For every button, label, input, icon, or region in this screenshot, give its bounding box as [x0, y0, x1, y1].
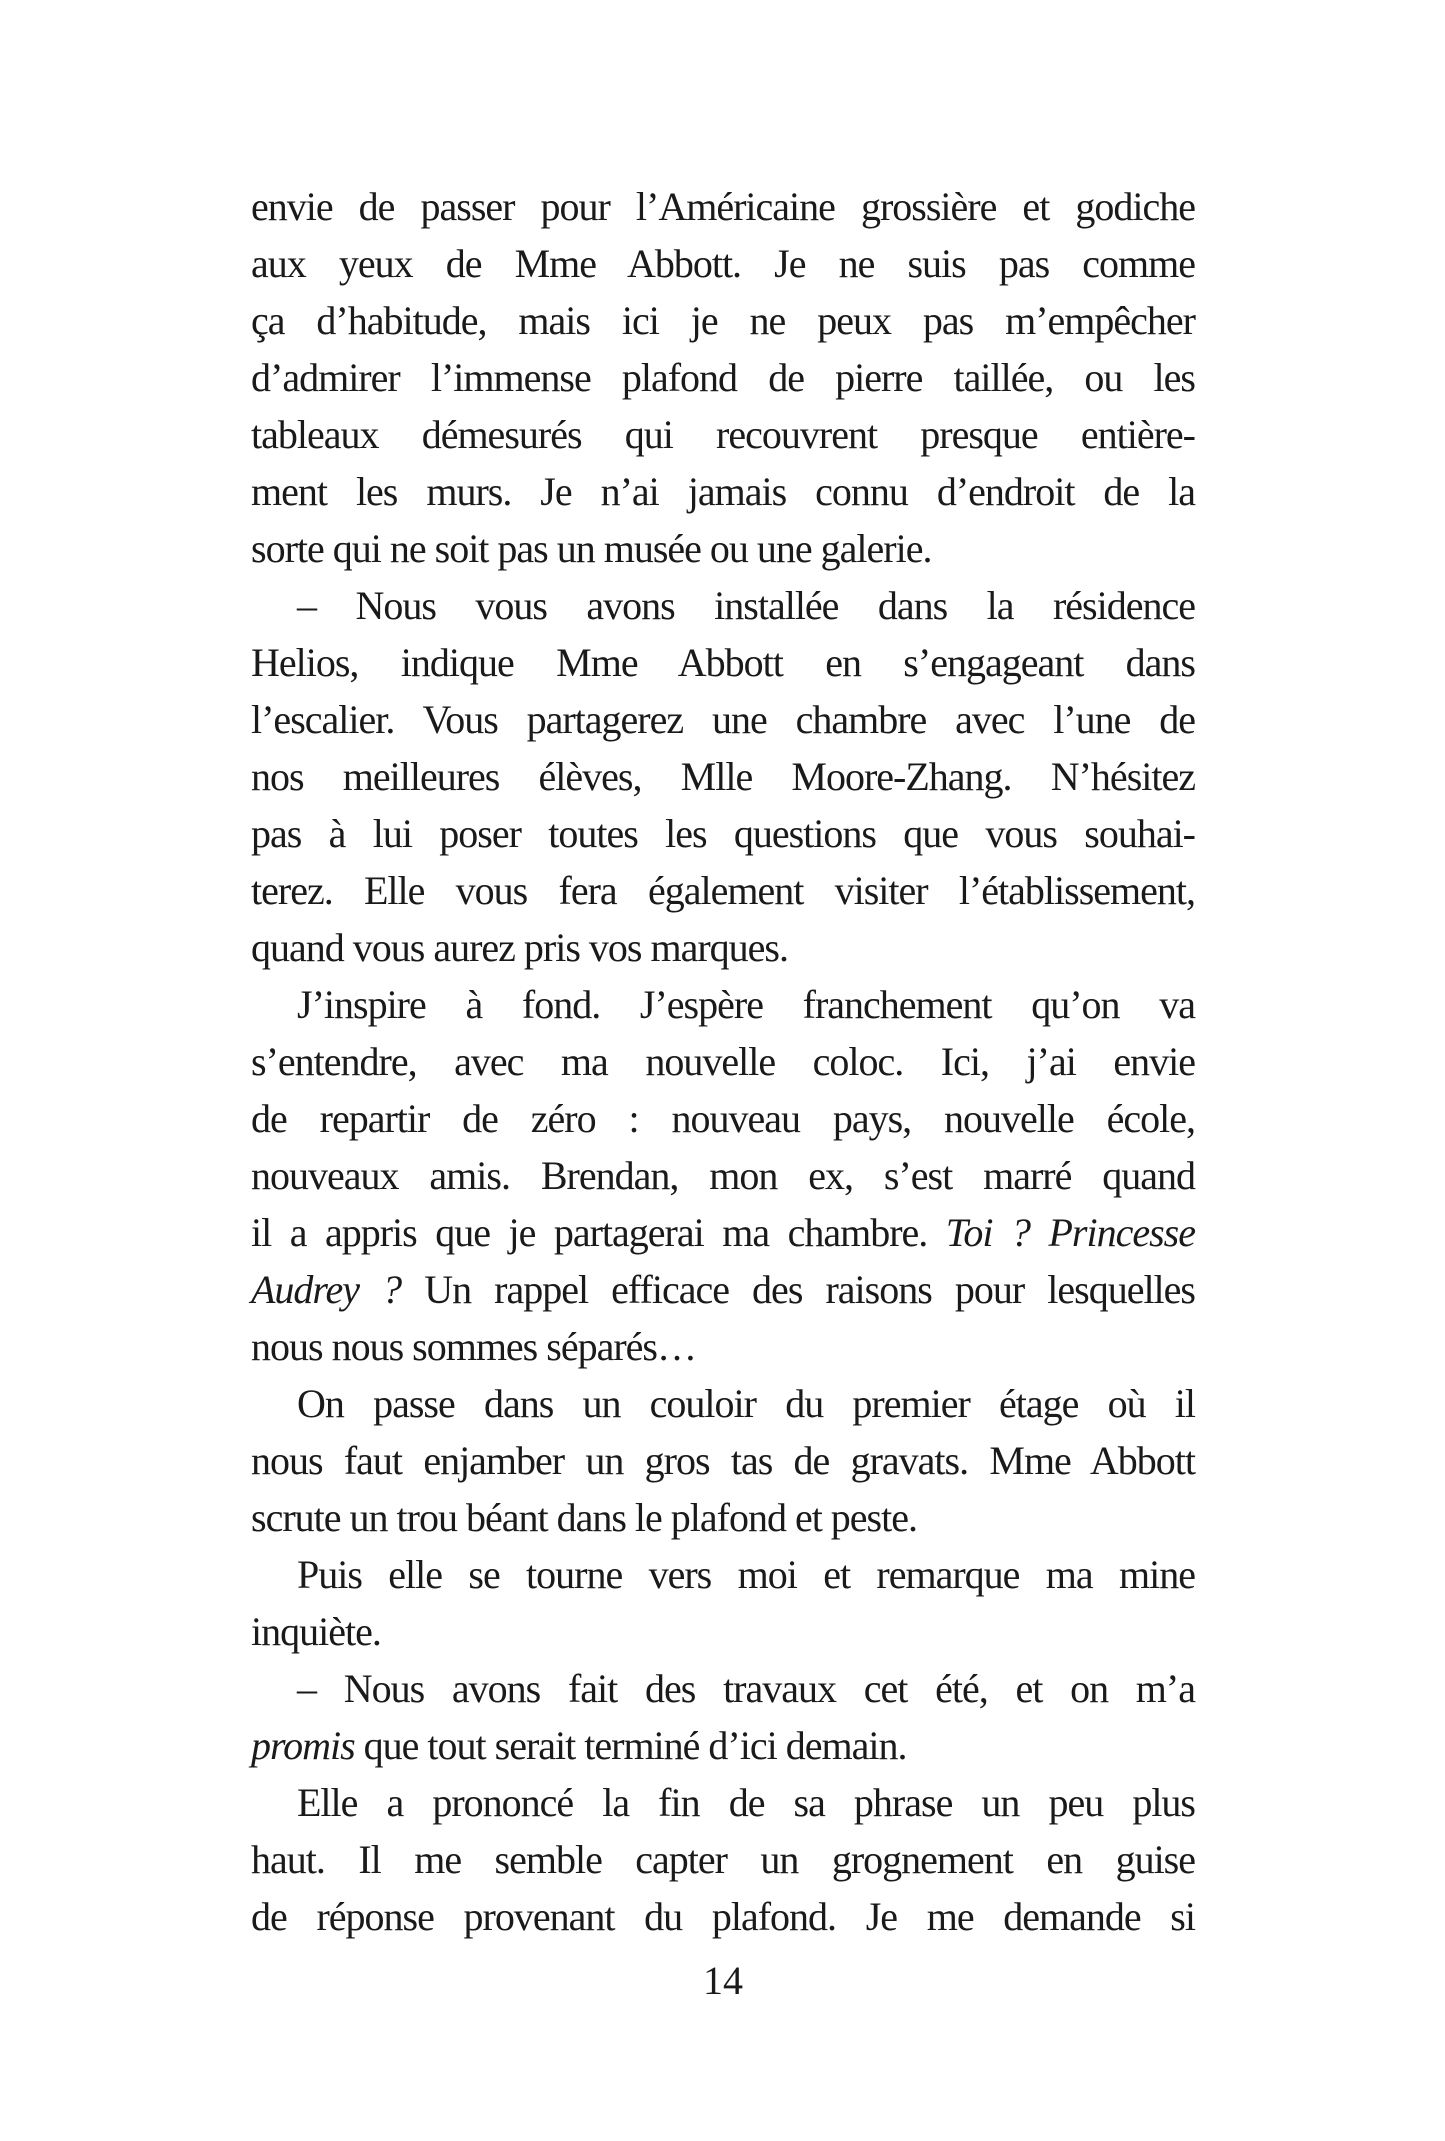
text-segment: nous faut enjamber un gros tas de gravats. Mme Abbott [251, 1438, 1195, 1483]
text-line [251, 1204, 1195, 1261]
text-line [251, 1261, 1195, 1318]
text-line [251, 520, 1195, 577]
text-segment: Un rappel efficace des raisons pour lesquelles [401, 1267, 1195, 1312]
text-segment: nouveaux amis. Brendan, mon ex, s’est marré quand [251, 1153, 1195, 1198]
text-line [251, 1489, 1195, 1546]
text-line [251, 577, 1195, 634]
text-segment: Helios, indique Mme Abbott en s’engageant dans [251, 640, 1195, 685]
text-line [251, 862, 1195, 919]
text-line [251, 1717, 1195, 1774]
text-line [251, 1432, 1195, 1489]
text-segment: sorte qui ne soit pas un musée ou une galerie. [251, 526, 932, 571]
text-line [251, 235, 1195, 292]
text-segment: il a appris que je partagerai ma chambre. [251, 1210, 946, 1255]
text-line [251, 1318, 1195, 1375]
text-line [251, 1033, 1195, 1090]
text-segment: pas à lui poser toutes les questions que vous souhai- [251, 811, 1195, 856]
text-segment: ment les murs. Je n’ai jamais connu d’endroit de la [251, 469, 1195, 514]
text-line [251, 691, 1195, 748]
text-line [251, 1774, 1195, 1831]
text-line [251, 349, 1195, 406]
text-segment: ça d’habitude, mais ici je ne peux pas m’empêcher [251, 298, 1195, 343]
text-line [251, 178, 1195, 235]
text-segment: d’admirer l’immense plafond de pierre taillée, ou les [251, 355, 1195, 400]
italic-text-segment: Audrey ? [251, 1267, 402, 1312]
text-line [251, 919, 1195, 976]
text-segment: tableaux démesurés qui recouvrent presque entière- [251, 412, 1195, 457]
text-segment: nos meilleures élèves, Mlle Moore-Zhang. N’hésitez [251, 754, 1195, 799]
text-segment: terez. Elle vous fera également visiter l’établissement, [251, 868, 1195, 913]
italic-text-segment: Toi ? Princesse [945, 1210, 1195, 1255]
text-segment: – Nous avons fait des travaux cet été, et on m’a [297, 1666, 1195, 1711]
text-segment: – Nous vous avons installée dans la résidence [297, 583, 1195, 628]
text-line [251, 1660, 1195, 1717]
text-block [251, 178, 1195, 1945]
text-segment: envie de passer pour l’Américaine grossière et godiche [251, 184, 1195, 229]
italic-text-segment: promis [251, 1723, 355, 1768]
text-segment: nous nous sommes séparés… [251, 1324, 696, 1369]
text-segment: quand vous aurez pris vos marques. [251, 925, 788, 970]
text-line [251, 1546, 1195, 1603]
text-line [251, 1147, 1195, 1204]
text-segment: J’inspire à fond. J’espère franchement qu’on va [297, 982, 1195, 1027]
text-segment: On passe dans un couloir du premier étage où il [297, 1381, 1195, 1426]
text-line [251, 463, 1195, 520]
text-line [251, 1831, 1195, 1888]
text-line [251, 976, 1195, 1033]
text-segment: scrute un trou béant dans le plafond et peste. [251, 1495, 917, 1540]
text-segment: s’entendre, avec ma nouvelle coloc. Ici, j’ai envie [251, 1039, 1195, 1084]
text-line [251, 805, 1195, 862]
text-line [251, 1090, 1195, 1147]
text-line [251, 406, 1195, 463]
text-segment: que tout serait terminé d’ici demain. [354, 1723, 907, 1768]
text-segment: l’escalier. Vous partagerez une chambre avec l’une de [251, 697, 1195, 742]
text-line [251, 634, 1195, 691]
text-line [251, 1375, 1195, 1432]
text-segment: Elle a prononcé la fin de sa phrase un peu plus [297, 1780, 1195, 1825]
text-segment: inquiète. [251, 1609, 381, 1654]
page-number: 14 [703, 1958, 743, 2003]
text-segment: aux yeux de Mme Abbott. Je ne suis pas comme [251, 241, 1195, 286]
text-line [251, 1603, 1195, 1660]
text-line [251, 1888, 1195, 1945]
text-segment: Puis elle se tourne vers moi et remarque ma mine [297, 1552, 1195, 1597]
text-segment: de repartir de zéro : nouveau pays, nouvelle école, [251, 1096, 1195, 1141]
text-segment: haut. Il me semble capter un grognement en guise [251, 1837, 1195, 1882]
text-line [251, 748, 1195, 805]
text-segment: de réponse provenant du plafond. Je me demande si [251, 1894, 1195, 1939]
text-line [251, 292, 1195, 349]
